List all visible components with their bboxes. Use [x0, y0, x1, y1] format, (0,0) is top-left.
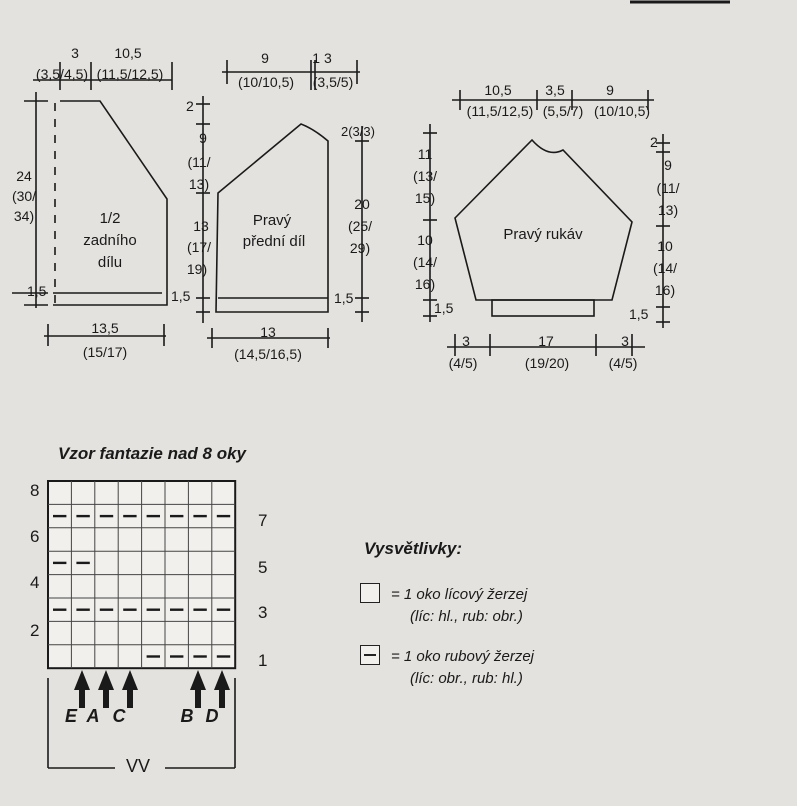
chart-arrows — [74, 670, 230, 708]
back-height-sub2: 34) — [13, 208, 35, 224]
front-left-2: 2 — [186, 98, 194, 114]
sleeve-label: Pravý rukáv — [503, 226, 583, 243]
front-top-left-sub: (10/10,5) — [237, 74, 295, 90]
sleeve-top-c-sub: (10/10,5) — [593, 103, 651, 119]
back-label-line2: zadního — [83, 232, 137, 249]
front-label-line2: přední díl — [242, 233, 306, 250]
sleeve-top-c: 9 — [606, 82, 614, 98]
front-left-9-sub2: 13) — [188, 176, 210, 192]
row-number-2: 2 — [30, 621, 40, 640]
repeat-label: VV — [125, 756, 151, 776]
sleeve-bottom-right-sub: (4/5) — [608, 355, 638, 371]
legend-knit-line1: = 1 oko lícový žerzej — [391, 586, 528, 603]
knit-stitch-symbol — [360, 583, 380, 603]
back-top-left-sub: (3,5/4,5) — [35, 66, 89, 82]
row-number-3: 3 — [258, 603, 268, 622]
back-label-line3: dílu — [97, 254, 123, 271]
sleeve-left-11-sub1: (13/ — [412, 168, 438, 184]
front-top-left-dim: 9 — [261, 50, 269, 66]
sleeve-bottom-center: 17 — [538, 333, 554, 349]
back-top-left-dim: 3 — [71, 45, 79, 61]
row-number-4: 4 — [30, 573, 40, 592]
sleeve-right-10-sub1: (14/ — [652, 260, 678, 276]
front-left-13-sub1: (17/ — [186, 239, 212, 255]
row-number-1: 1 — [258, 651, 268, 670]
sleeve-right-2: 2 — [650, 134, 658, 150]
front-left-bottom: 1,5 — [171, 288, 191, 304]
back-height-sub1: (30/ — [11, 188, 37, 204]
up-arrow-icon — [214, 670, 230, 708]
row-number-8: 8 — [30, 481, 40, 500]
front-bottom-sub: (14,5/16,5) — [234, 346, 302, 362]
up-arrow-icon — [74, 670, 90, 708]
sleeve-bottom-left: 3 — [462, 333, 470, 349]
front-left-9-sub1: (11/ — [187, 154, 211, 170]
back-bottom-dim: 13,5 — [91, 320, 119, 336]
sleeve-right-10: 10 — [657, 238, 673, 254]
row-number-7: 7 — [258, 511, 268, 530]
front-right-20-sub1: (25/ — [347, 218, 373, 234]
legend-title: Vysvětlivky: — [364, 539, 462, 558]
front-right-20-sub2: 29) — [349, 240, 371, 256]
front-left-13: 13 — [193, 218, 209, 234]
sleeve-left-11-sub2: 15) — [414, 190, 436, 206]
front-right-20: 20 — [354, 196, 370, 212]
front-right-bottom: 1,5 — [334, 290, 354, 306]
sleeve-left-11: 11 — [417, 146, 433, 162]
sleeve-left-10-sub2: 16) — [414, 276, 436, 292]
up-arrow-icon — [98, 670, 114, 708]
front-label-line1: Pravý — [252, 212, 292, 229]
pattern-title: Vzor fantazie nad 8 oky — [58, 444, 246, 463]
legend-purl-line2: (líc: obr., rub: hl.) — [410, 670, 523, 687]
back-bottom-band-dim: 1,5 — [27, 283, 47, 299]
back-bottom-sub: (15/17) — [82, 344, 128, 360]
back-piece-outline — [53, 101, 167, 305]
front-right-top: 2(3/3) — [341, 124, 375, 139]
legend-purl-line1: = 1 oko rubový žerzej — [391, 648, 534, 665]
back-height-dim: 24 — [16, 168, 32, 184]
sleeve-left-10-sub1: (14/ — [412, 254, 438, 270]
sleeve-right-9-sub1: (11/ — [656, 180, 680, 196]
sleeve-right-10-sub2: 16) — [654, 282, 676, 298]
sleeve-bottom-right: 3 — [621, 333, 629, 349]
purl-stitch-symbol — [360, 645, 380, 665]
front-left-9: 9 — [199, 130, 207, 146]
up-arrow-icon — [190, 670, 206, 708]
front-top-right-dim: 1 3 — [312, 50, 332, 66]
up-arrow-icon — [122, 670, 138, 708]
row-number-5: 5 — [258, 558, 268, 577]
front-left-13-sub2: 19) — [186, 261, 208, 277]
arrow-label-b: B — [180, 706, 194, 726]
arrow-label-d: D — [205, 706, 219, 726]
sleeve-top-b: 3,5 — [545, 82, 565, 98]
front-bottom-dim: 13 — [260, 324, 276, 340]
sleeve-bottom-left-sub: (4/5) — [448, 355, 478, 371]
legend-knit-line2: (líc: hl., rub: obr.) — [410, 608, 523, 625]
front-top-right-sub: (3,5/5) — [312, 74, 354, 90]
arrow-label-e: E — [64, 706, 78, 726]
sleeve-top-a-sub: (11,5/12,5) — [466, 103, 534, 119]
sleeve-left-10: 10 — [417, 232, 433, 248]
sleeve-right-9-sub2: 13) — [657, 202, 679, 218]
arrow-label-c: C — [112, 706, 126, 726]
row-number-6: 6 — [30, 527, 40, 546]
back-label-line1: 1/2 — [99, 210, 121, 227]
arrow-label-a: A — [86, 706, 100, 726]
sleeve-right-9: 9 — [664, 157, 672, 173]
sleeve-bottom-center-sub: (19/20) — [524, 355, 570, 371]
back-top-right-dim: 10,5 — [114, 45, 142, 61]
stitch-chart — [48, 481, 235, 668]
sleeve-right-bottom: 1,5 — [629, 306, 649, 322]
sleeve-top-a: 10,5 — [484, 82, 512, 98]
sleeve-top-b-sub: (5,5/7) — [542, 103, 584, 119]
back-top-right-sub: (11,5/12,5) — [96, 66, 164, 82]
sleeve-left-bottom: 1,5 — [434, 300, 454, 316]
